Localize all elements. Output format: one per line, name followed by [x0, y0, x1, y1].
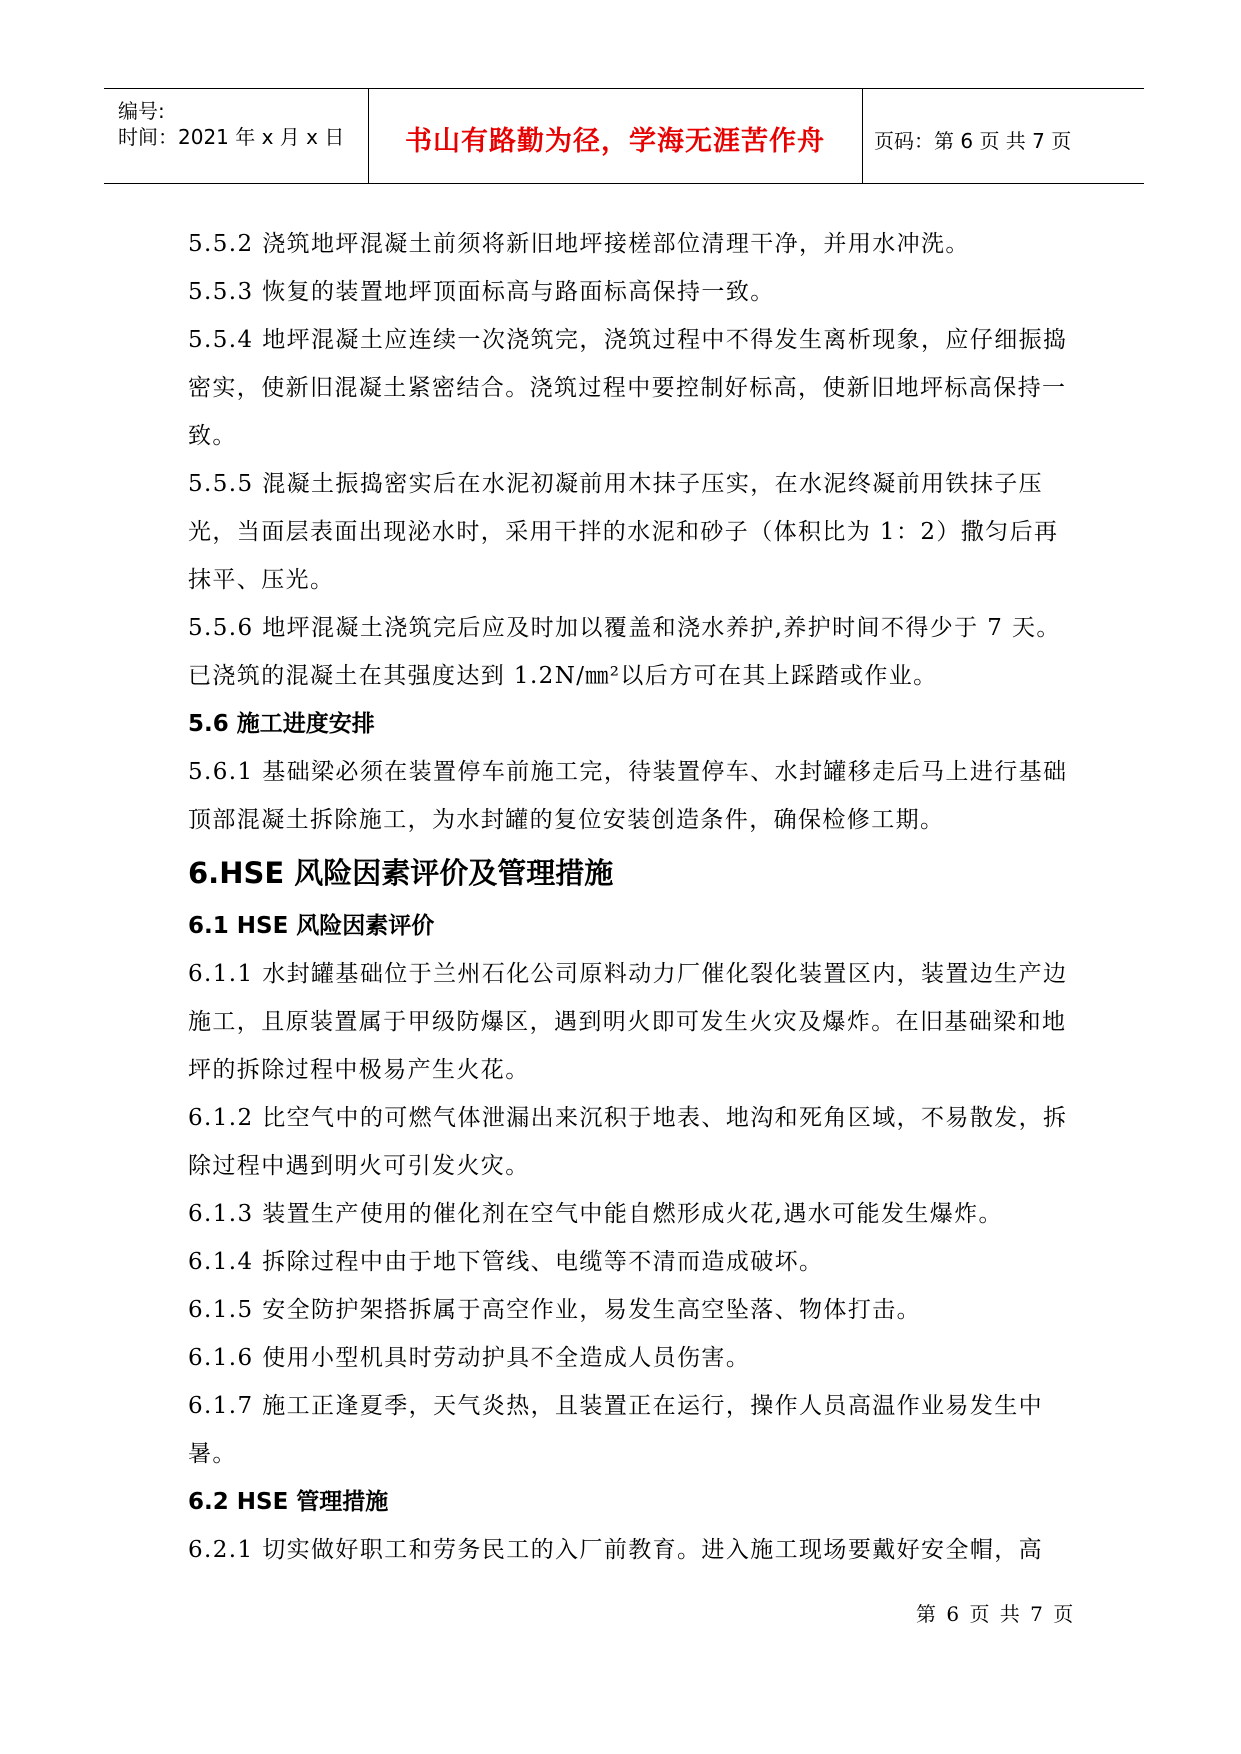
- heading-6-2: 6.2 HSE 管理措施: [188, 1489, 389, 1515]
- paragraph-6-1-7: 6.1.7 施工正逢夏季，天气炎热，且装置正在运行，操作人员高温作业易发生中暑。: [188, 1393, 1044, 1467]
- paragraph-5-5-3: 5.5.3 恢复的装置地坪顶面标高与路面标高保持一致。: [188, 279, 775, 305]
- header-motto-cell: [368, 89, 863, 183]
- paragraph-6-2-1: 6.2.1 切实做好职工和劳务民工的入厂前教育。进入施工现场要戴好安全帽，高: [188, 1537, 1044, 1563]
- paragraph-5-5-6: 5.5.6 地坪混凝土浇筑完后应及时加以覆盖和浇水养护,养护时间不得少于 7 天。已浇筑的混凝土在其强度达到 1.2N/㎜²以后方可在其上踩踏或作业。: [188, 615, 1061, 689]
- paragraph-5-6-1: 5.6.1 基础梁必须在装置停车前施工完，待装置停车、水封罐移走后马上进行基础顶部混凝土拆除施工，为水封罐的复位安装创造条件，确保检修工期。: [188, 759, 1068, 833]
- header-page-label: 页码：第 6 页 共 7 页: [874, 129, 1072, 153]
- document-body: [188, 220, 1068, 1574]
- heading-5-6: 5.6 施工进度安排: [188, 711, 375, 737]
- header-motto: 书山有路勤为径，学海无涯苦作舟: [405, 126, 825, 157]
- document-time-label: 时间：2021 年 x 月 x 日: [118, 125, 345, 149]
- paragraph-5-5-4: 5.5.4 地坪混凝土应连续一次浇筑完，浇筑过程中不得发生离析现象，应仔细振捣密实，使新旧混凝土紧密结合。浇筑过程中要控制好标高，使新旧地坪标高保持一致。: [188, 327, 1068, 449]
- page-header: [104, 88, 1144, 184]
- heading-6: 6.HSE 风险因素评价及管理措施: [188, 856, 614, 890]
- heading-6-1: 6.1 HSE 风险因素评价: [188, 913, 435, 939]
- header-info-cell: [104, 89, 369, 183]
- paragraph-6-1-4: 6.1.4 拆除过程中由于地下管线、电缆等不清而造成破坏。: [188, 1249, 824, 1275]
- paragraph-6-1-6: 6.1.6 使用小型机具时劳动护具不全造成人员伤害。: [188, 1345, 751, 1371]
- paragraph-5-5-2: 5.5.2 浇筑地坪混凝土前须将新旧地坪接槎部位清理干净，并用水冲洗。: [188, 231, 970, 257]
- paragraph-6-1-3: 6.1.3 装置生产使用的催化剂在空气中能自燃形成火花,遇水可能发生爆炸。: [188, 1201, 1003, 1227]
- paragraph-6-1-1: 6.1.1 水封罐基础位于兰州石化公司原料动力厂催化裂化装置区内，装置边生产边施工，且原装置属于甲级防爆区，遇到明火即可发生火灾及爆炸。在旧基础梁和地坪的拆除过程中极易产生火花。: [188, 961, 1068, 1083]
- paragraph-5-5-5: 5.5.5 混凝土振捣密实后在水泥初凝前用木抹子压实，在水泥终凝前用铁抹子压光，当面层表面出现泌水时，采用干拌的水泥和砂子（体积比为 1：2）撒匀后再抹平、压光。: [188, 471, 1059, 593]
- document-number-label: 编号:: [118, 99, 165, 123]
- header-page-cell: [862, 89, 1144, 183]
- paragraph-6-1-2: 6.1.2 比空气中的可燃气体泄漏出来沉积于地表、地沟和死角区域，不易散发，拆除过程中遇到明火可引发火灾。: [188, 1105, 1068, 1179]
- paragraph-6-1-5: 6.1.5 安全防护架搭拆属于高空作业，易发生高空坠落、物体打击。: [188, 1297, 922, 1323]
- page-footer: 第 6 页 共 7 页: [916, 1602, 1076, 1626]
